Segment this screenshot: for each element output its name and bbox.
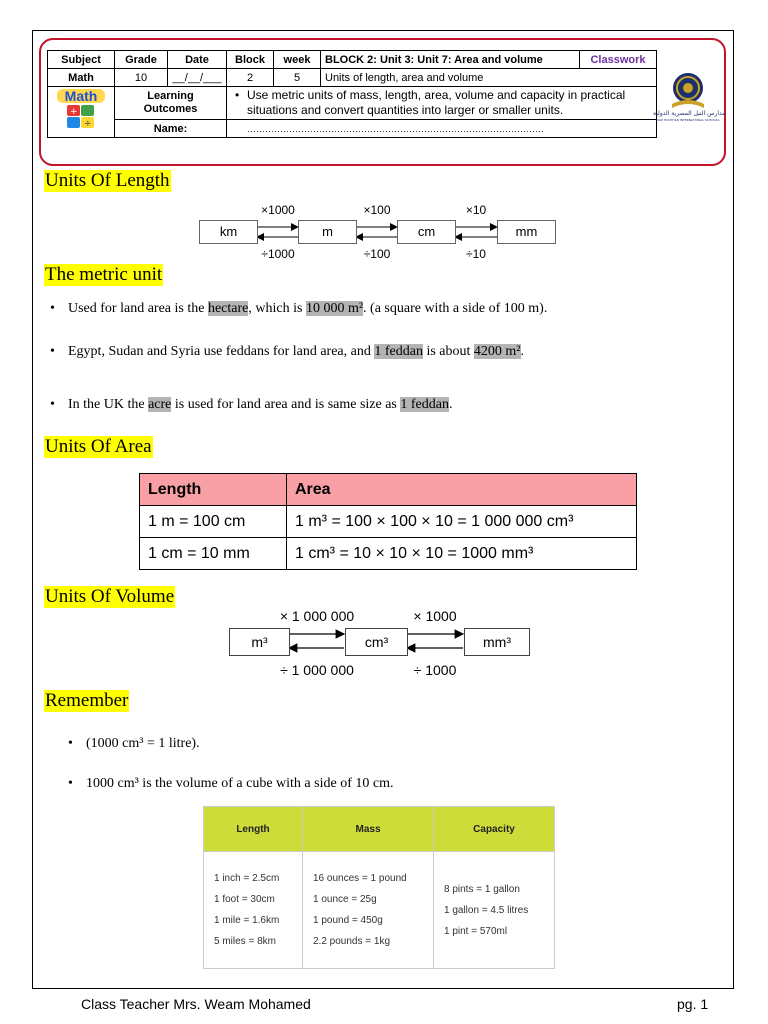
vol-box-mm3: mm³	[464, 628, 530, 656]
area-cell: 1 cm = 10 mm	[140, 538, 287, 570]
school-name-ar: مدارس النيل المصرية الدولية	[653, 110, 726, 117]
conv-item: 1 pint = 570ml	[444, 925, 508, 937]
length-heading: Units Of Length	[45, 170, 170, 191]
unit-box-cm: cm	[397, 220, 456, 244]
text: is used for land area and is same size as	[171, 397, 401, 412]
conv-item: 1 inch = 2.5cm	[214, 873, 280, 884]
unit-box-km: km	[199, 220, 258, 244]
conv-mass-cell	[303, 852, 434, 969]
outcome-text: Use metric units of mass, length, area, volume and capacity in practical situations and convert quantities into larger or smaller units.	[247, 88, 626, 117]
mult-label: ×10	[465, 203, 487, 217]
mult-label: ×100	[363, 203, 391, 217]
block-label: Block	[227, 51, 274, 69]
subject-label: Subject	[48, 51, 115, 69]
highlight: 1 feddan	[374, 344, 423, 359]
div-label: ÷1000	[261, 247, 295, 261]
block-value: 2	[227, 69, 274, 87]
conv-capacity-cell	[434, 852, 555, 969]
text: , which is	[248, 301, 306, 316]
metric-bullet-acre	[68, 396, 452, 414]
conv-item: 5 miles = 8km	[214, 936, 276, 947]
text: . (a square with a side of 100 m).	[363, 301, 548, 316]
area-heading: Units Of Area	[45, 436, 152, 457]
remember-bullet: • 1000 cm³ is the volume of a cube with a side of 10 cm.	[86, 775, 393, 793]
metric-bullet-hectare	[68, 300, 547, 318]
conv-item: 1 mile = 1.6km	[214, 915, 280, 926]
unit-box-m: m	[298, 220, 357, 244]
name-line: ………………………………………………………………………………………	[227, 120, 657, 138]
highlight: hectare	[207, 301, 249, 316]
remember-bullet: • (1000 cm³ = 1 litre).	[86, 735, 200, 753]
outcome-bullet: •	[235, 88, 240, 102]
area-col-area: Area	[287, 474, 637, 506]
date-value: __/__/___	[168, 69, 227, 87]
week-value: 5	[274, 69, 321, 87]
mult-label: ×1000	[261, 203, 295, 217]
learning-outcomes-label: Learning Outcomes	[115, 87, 227, 120]
div-label: ÷100	[363, 247, 391, 261]
text: .	[520, 344, 524, 359]
text: .	[448, 397, 453, 412]
conv-item: 1 ounce = 25g	[313, 894, 377, 905]
text: Egypt, Sudan and Syria use feddans for land area, and	[68, 344, 375, 359]
conv-item: 2.2 pounds = 1kg	[313, 936, 391, 947]
conv-col-capacity: Capacity	[434, 807, 555, 852]
div-label: ÷10	[466, 247, 486, 261]
unit-box-mm: mm	[497, 220, 556, 244]
remember-heading: Remember	[45, 690, 129, 711]
unit-subtitle: Units of length, area and volume	[321, 69, 657, 87]
vol-box-m3: m³	[229, 628, 290, 656]
text: is about	[422, 344, 474, 359]
highlight: 4200 m²	[473, 344, 521, 359]
volume-heading: Units Of Volume	[45, 586, 175, 607]
metric-heading: The metric unit	[45, 264, 163, 285]
highlight: acre	[148, 397, 172, 412]
vol-div-label: ÷ 1 000 000	[280, 662, 354, 678]
vol-box-cm3: cm³	[345, 628, 408, 656]
text: In the UK the	[68, 397, 149, 412]
footer-page-number: pg. 1	[677, 996, 709, 1012]
conv-item: 8 pints = 1 gallon	[444, 883, 520, 895]
vol-mult-label: × 1000	[413, 608, 457, 624]
conv-item: 1 foot = 30cm	[214, 894, 275, 905]
highlight: 1 feddan	[400, 397, 449, 412]
area-cell: 1 m = 100 cm	[140, 506, 287, 538]
subject-value: Math	[48, 69, 115, 87]
area-table	[139, 473, 637, 570]
classwork-label: Classwork	[580, 51, 657, 69]
conv-item: 16 ounces = 1 pound	[313, 873, 407, 884]
conv-item: 1 pound = 450g	[313, 915, 383, 926]
text: Used for land area is the	[68, 301, 208, 316]
conversion-table	[203, 806, 555, 969]
name-label: Name:	[115, 120, 227, 138]
svg-text:÷: ÷	[84, 119, 92, 129]
grade-label: Grade	[115, 51, 168, 69]
highlight: 10 000 m²	[305, 301, 364, 316]
conv-col-length: Length	[204, 807, 303, 852]
conv-item: 1 gallon = 4.5 litres	[444, 904, 529, 916]
svg-text:+: +	[70, 107, 78, 117]
vol-mult-label: × 1 000 000	[279, 608, 355, 624]
vol-div-label: ÷ 1000	[413, 662, 457, 678]
area-col-length: Length	[140, 474, 287, 506]
conv-col-mass: Mass	[303, 807, 434, 852]
footer-teacher: Class Teacher Mrs. Weam Mohamed	[81, 996, 311, 1012]
area-cell: 1 m³ = 100 × 100 × 10 = 1 000 000 cm³	[287, 506, 637, 538]
unit-title: BLOCK 2: Unit 3: Unit 7: Area and volume	[321, 51, 580, 69]
metric-bullet-feddan	[68, 343, 524, 361]
math-logo-text: Math	[57, 89, 105, 103]
week-label: week	[274, 51, 321, 69]
date-label: Date	[168, 51, 227, 69]
conv-length-cell	[204, 852, 303, 969]
area-cell: 1 cm³ = 10 × 10 × 10 = 1000 mm³	[287, 538, 637, 570]
grade-value: 10	[115, 69, 168, 87]
school-name-en: NILE EGYPTIAN INTERNATIONAL SCHOOLS	[656, 118, 720, 122]
